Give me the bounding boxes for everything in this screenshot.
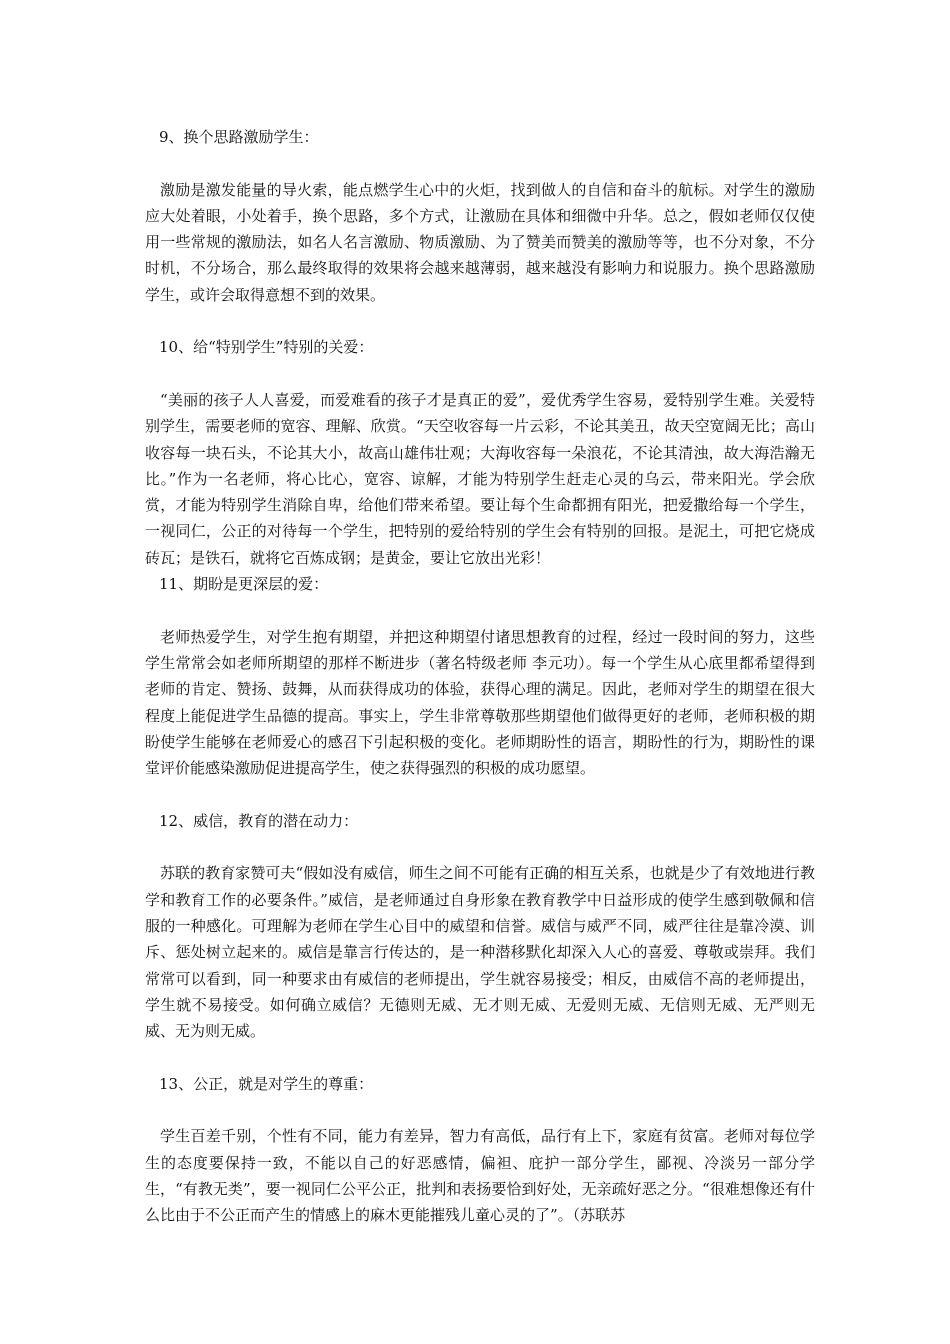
section-paragraph: 苏联的教育家赞可夫“假如没有威信，师生之间不可能有正确的相互关系，也就是少了有效地进行教学和教育工作的必要条件。”威信，是老师通过自身形象在教育教学中日益形成的使学生感到敬佩和信服的一种感化。可理解为老师在学生心目中的威望和信誉。威信与威严不同，威严往往是靠冷漠、训斥、惩处树立起来的。威信是靠言行传达的，是一种潜移默化却深入人心的喜爱、尊敬或崇拜。我们常常可以看到，同一种要求由有威信的老师提出，学生就容易接受；相反，由威信不高的老师提出，学生就不易接受。如何确立威信？无德则无威、无才则无威、无爱则无威、无信则无威、无严则无威、无为则无威。 [145,864,815,1041]
section-heading: 10、给“特别学生”特别的关爱： [159,338,374,357]
blank-line [145,308,815,334]
blank-line [145,1044,815,1070]
section-paragraph: 老师热爱学生，对学生抱有期望，并把这种期望付诸思想教育的过程，经过一段时间的努力，这些学生常常会如老师所期望的那样不断进步（著名特级老师 李元功）。每一个学生从心底里都希望得到老师的肯定、赞扬、鼓舞，从而获得成功的体验，获得心理的满足。因此，老师对学生的期望在很大程度上能促进学生品德的提高。事实上，学生非常尊敬那些期望他们做得更好的老师，老师积极的期盼使学生能够在老师爱心的感召下引起积极的变化。老师期盼性的语言，期盼性的行为，期盼性的课堂评价能感染激励促进提高学生，使之获得强烈的积极的成功愿望。 [145,627,815,778]
blank-line [145,781,815,807]
blank-line [145,834,815,860]
document-page [145,124,815,1228]
blank-line [145,361,815,387]
blank-line [145,1097,815,1123]
section-paragraph: 激励是激发能量的导火索，能点燃学生心中的火炬，找到做人的自信和奋斗的航标。对学生的激励应大处着眼，小处着手，换个思路，多个方式，让激励在具体和细微中升华。总之，假如老师仅仅使用一些常规的激励法，如名人名言激励、物质激励、为了赞美而赞美的激励等等，也不分对象，不分时机，不分场合，那么最终取得的效果将会越来越薄弱，越来越没有影响力和说服力。换个思路激励学生，或许会取得意想不到的效果。 [145,180,815,304]
section-heading: 9、换个思路激励学生： [159,128,319,146]
section-paragraph: “美丽的孩子人人喜爱，而爱难看的孩子才是真正的爱”，爱优秀学生容易，爱特别学生难。关爱特别学生，需要老师的宽容、理解、欣赏。“天空收容每一片云彩，不论其美丑，故天空宽阔无比；高山收容每一块石头，不论其大小，故高山雄伟壮观；大海收容每一朵浪花，不论其清浊，故大海浩瀚无比。”作为一名老师，将心比心，宽容、谅解，才能为特别学生赶走心灵的乌云，带来阳光。学会欣赏，才能为特别学生消除自卑，给他们带来希望。要让每个生命都拥有阳光，把爱撒给每一个学生，一视同仁，公正的对待每一个学生，把特别的爱给特别的学生会有特别的回报。是泥土，可把它烧成砖瓦；是铁石，就将它百炼成钢；是黄金，要让它放出光彩！ [145,390,815,567]
blank-line [145,597,815,623]
section-heading: 12、威信，教育的潜在动力： [159,811,359,830]
blank-line [145,150,815,176]
section-paragraph: 学生百差千别，个性有不同，能力有差异，智力有高低，品行有上下，家庭有贫富。老师对每位学生的态度要保持一致，不能以自己的好恶感情，偏袒、庇护一部分学生，鄙视、冷淡另一部分学生，“有教无类”，要一视同仁公平公正，批判和表扬要恰到好处，无亲疏好恶之分。“很难想像还有什么比由于不公正而产生的情感上的麻木更能摧残儿童心灵的了”。（苏联苏 [145,1127,815,1225]
section-heading: 13、公正，就是对学生的尊重： [159,1074,374,1093]
section-heading: 11、期盼是更深层的爱： [159,575,329,594]
